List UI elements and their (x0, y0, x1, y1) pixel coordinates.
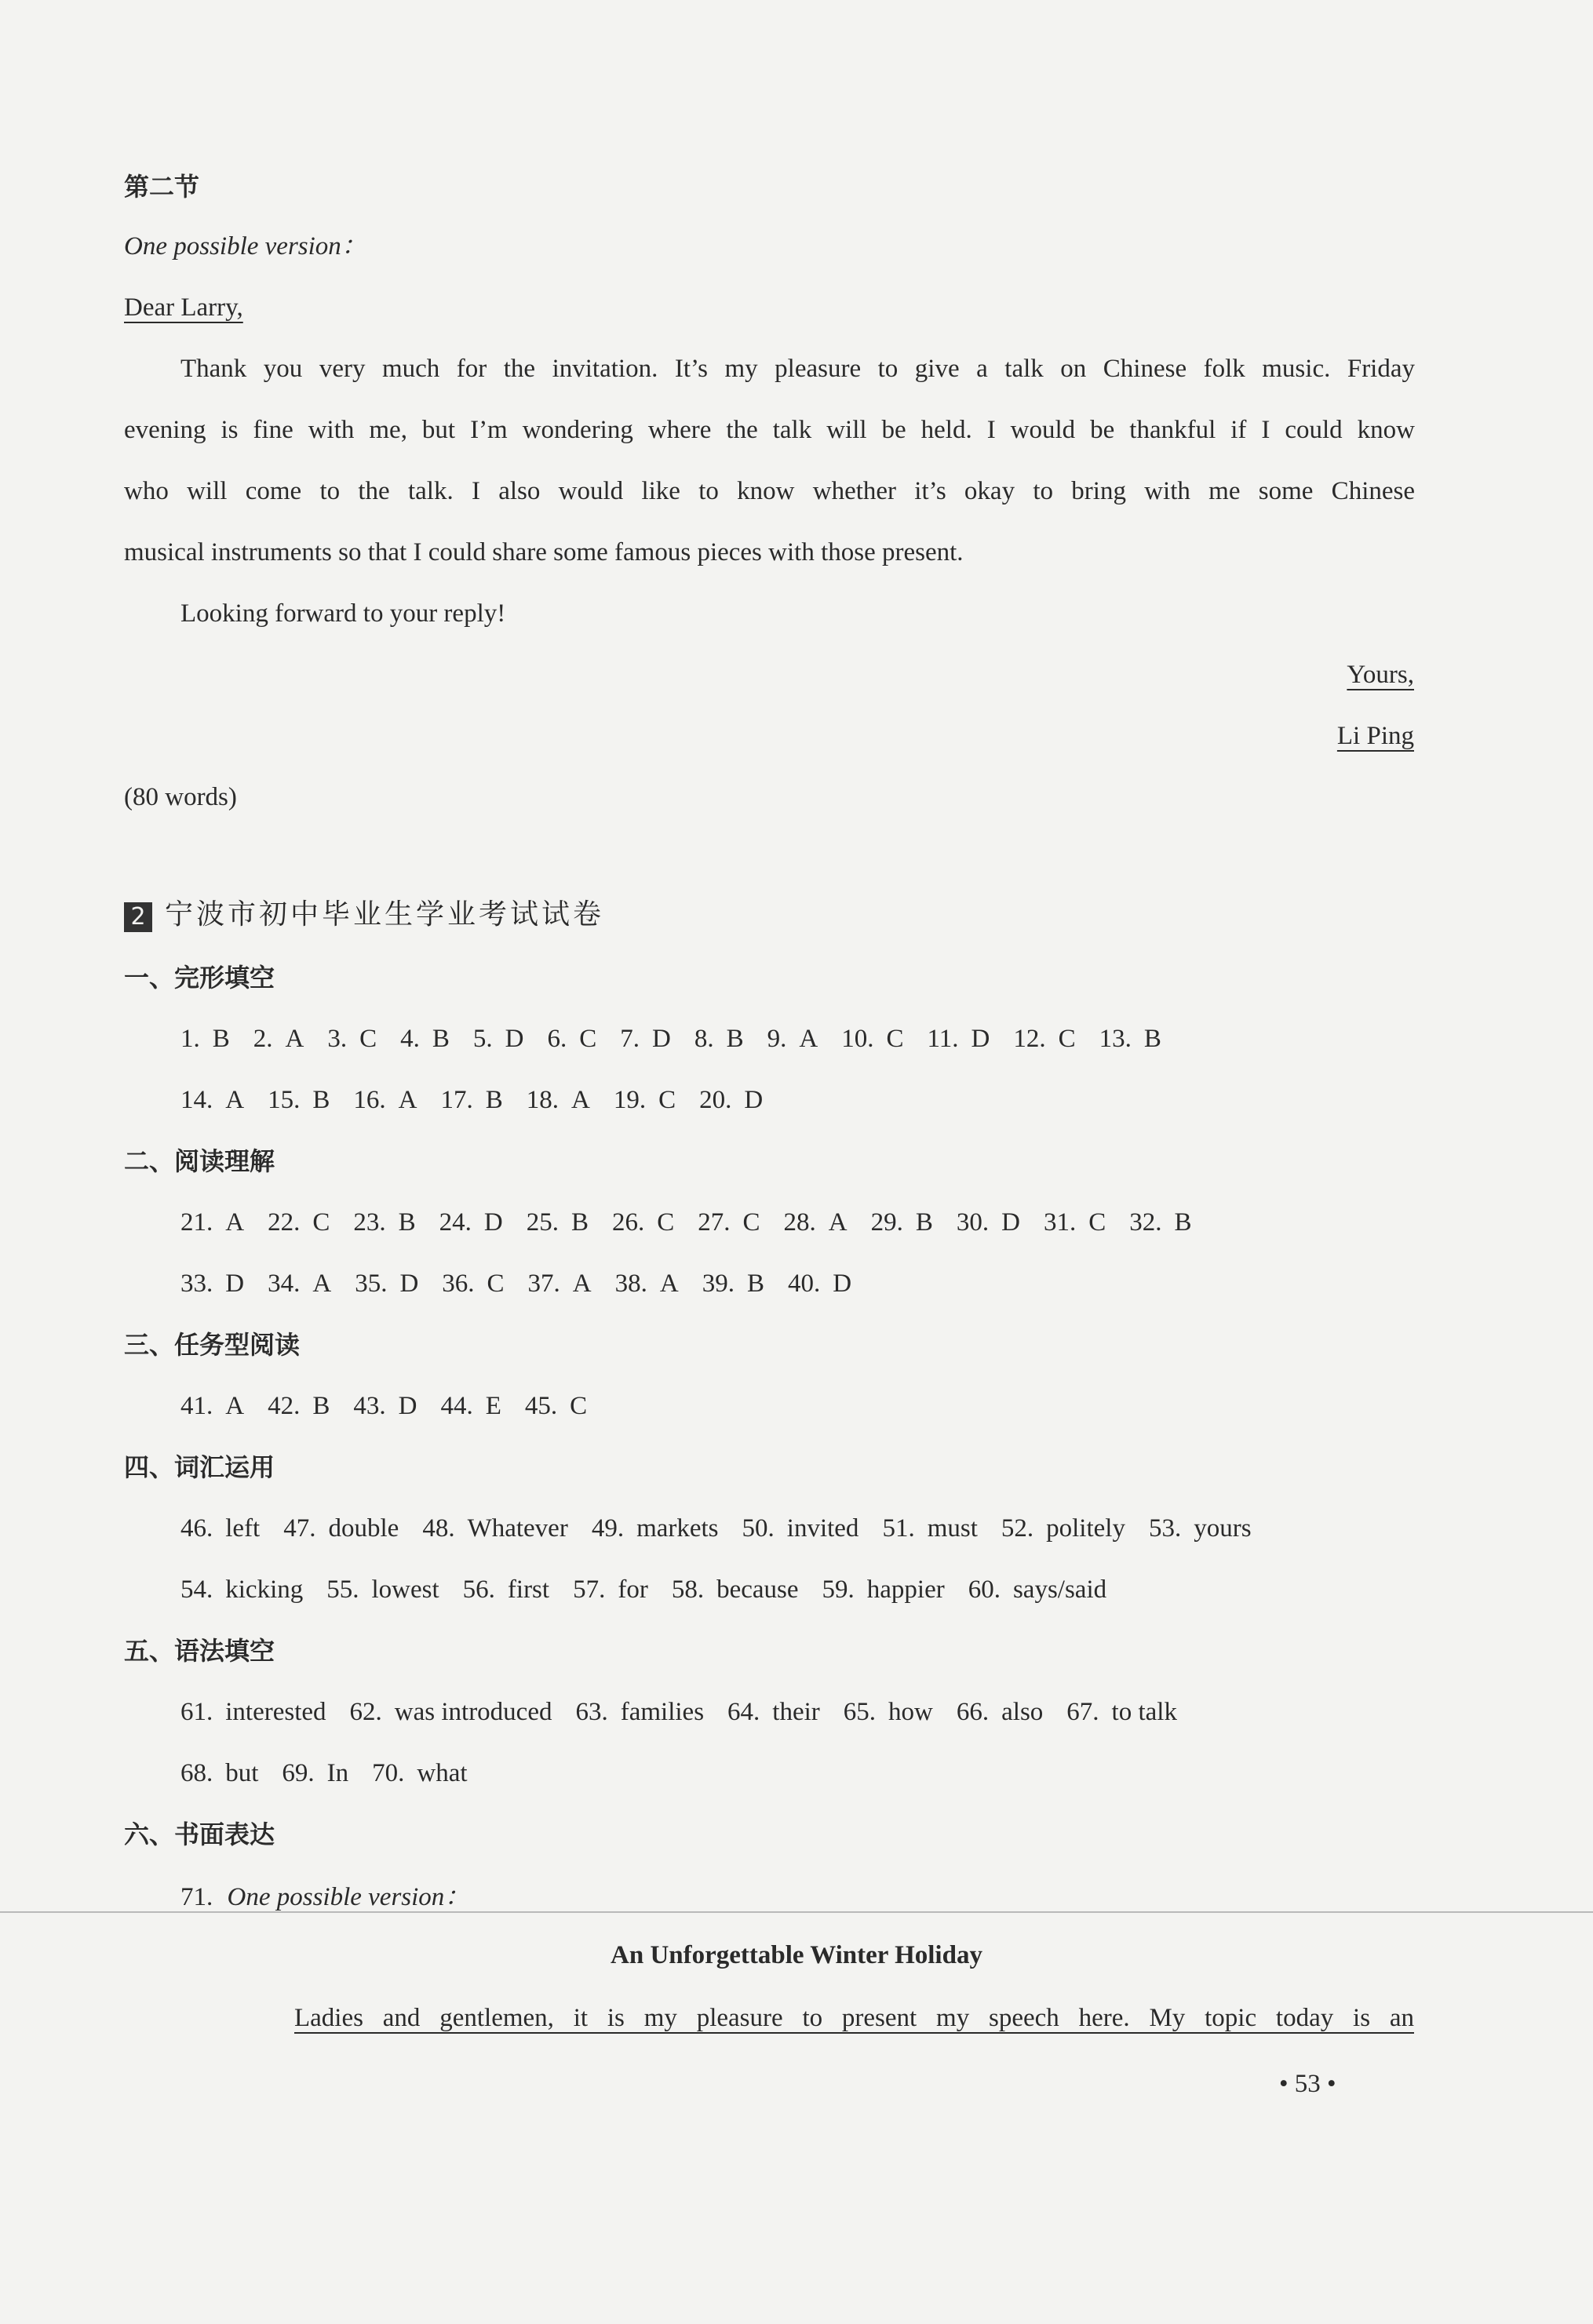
answer-number: 2. (253, 1025, 273, 1053)
answer-number: 40. (788, 1269, 821, 1298)
answer-value: B (485, 1086, 503, 1114)
answer-item (180, 1513, 260, 1544)
answer-item (372, 1758, 467, 1789)
answer-item (253, 1023, 304, 1055)
answer-item (1099, 1023, 1161, 1055)
answer-number: 27. (698, 1208, 731, 1237)
answer-item (527, 1207, 589, 1238)
answer-number: 24. (439, 1208, 472, 1237)
answer-row (180, 1758, 491, 1789)
letter-line: who will come to the talk. I also would like to know whether it’s okay to bring with me some Chinese (124, 477, 1415, 505)
answer-item (672, 1574, 799, 1605)
answer-value: markets (636, 1514, 719, 1543)
answer-number: 34. (268, 1269, 301, 1298)
answer-row (180, 1268, 875, 1299)
answer-value: says/said (1012, 1575, 1107, 1604)
answer-item (353, 1207, 415, 1238)
answer-item (180, 1023, 230, 1055)
answer-item (547, 1023, 596, 1055)
answer-item (1044, 1207, 1106, 1238)
answer-item (528, 1268, 592, 1299)
answer-number: 64. (727, 1698, 760, 1726)
answer-item (699, 1084, 763, 1116)
answer-item (1066, 1696, 1177, 1728)
answer-item (439, 1207, 503, 1238)
answer-item (612, 1207, 674, 1238)
answer-value: double (328, 1514, 399, 1543)
answer-item (957, 1207, 1020, 1238)
answer-number: 48. (422, 1514, 455, 1543)
answer-value: B (432, 1025, 450, 1053)
answer-row (180, 1513, 1275, 1544)
answer-number: 60. (968, 1575, 1001, 1604)
answer-item (440, 1390, 501, 1422)
answer-item (957, 1696, 1043, 1728)
answer-number: 38. (614, 1269, 647, 1298)
answer-item (180, 1268, 244, 1299)
answer-item (400, 1023, 450, 1055)
answer-value: E (485, 1392, 501, 1420)
answer-value: B (312, 1086, 330, 1114)
answer-item (1001, 1513, 1125, 1544)
answer-number: 58. (671, 1575, 705, 1604)
answer-value: because (716, 1575, 799, 1604)
answer-value: In (326, 1759, 349, 1787)
answer-item (968, 1574, 1106, 1605)
answer-number: 65. (843, 1698, 877, 1726)
part-heading: 四、词汇运用 (124, 1452, 275, 1482)
answer-item (620, 1023, 671, 1055)
answer-value: C (312, 1208, 330, 1237)
answer-value: D (399, 1269, 419, 1298)
answer-value: B (398, 1208, 416, 1237)
answer-number: 17. (440, 1086, 473, 1114)
answer-value: C (657, 1208, 675, 1237)
answer-item (525, 1390, 587, 1422)
answer-value: also (1001, 1698, 1044, 1726)
answer-number: 11. (927, 1025, 959, 1053)
answer-value: B (915, 1208, 933, 1237)
answer-number: 67. (1066, 1698, 1099, 1726)
answer-value: D (971, 1025, 990, 1053)
answer-value: C (487, 1269, 505, 1298)
answer-value: B (212, 1025, 230, 1053)
answer-item (927, 1023, 990, 1055)
answer-item (784, 1207, 848, 1238)
answer-row (180, 1207, 1216, 1238)
answer-value: D (505, 1025, 524, 1053)
essay-first-line: Ladies and gentlemen, it is my pleasure to present my speech here. My topic today is an (294, 2004, 1414, 2032)
answer-number: 61. (180, 1698, 213, 1726)
answer-item (327, 1023, 377, 1055)
answer-row (180, 1084, 786, 1116)
answer-item (282, 1758, 348, 1789)
part-heading: 二、阅读理解 (124, 1146, 275, 1176)
answer-value: how (888, 1698, 933, 1726)
answer-number: 56. (462, 1575, 495, 1604)
letter-line: Thank you very much for the invitation. It’s my pleasure to give a talk on Chinese folk music. Friday (180, 355, 1415, 383)
answer-value: B (312, 1392, 330, 1420)
answer-number: 43. (353, 1392, 386, 1420)
answer-number: 13. (1099, 1025, 1132, 1053)
answer-value: D (398, 1392, 417, 1420)
answer-value: B (746, 1269, 764, 1298)
answer-item (350, 1696, 552, 1728)
answer-item (871, 1207, 933, 1238)
answer-number: 39. (702, 1269, 735, 1298)
answer-number: 26. (611, 1208, 645, 1237)
answer-item (268, 1268, 331, 1299)
answer-number: 35. (355, 1269, 388, 1298)
answer-item (614, 1084, 676, 1116)
answer-number: 37. (527, 1269, 560, 1298)
answer-value: D (483, 1208, 503, 1237)
answer-item (742, 1513, 859, 1544)
answer-value: D (744, 1086, 764, 1114)
answer-item (180, 1207, 244, 1238)
essay-title: An Unforgettable Winter Holiday (611, 1941, 982, 1969)
answer-number: 3. (327, 1025, 348, 1053)
answer-item (353, 1390, 417, 1422)
answer-item (442, 1268, 504, 1299)
answer-number: 32. (1129, 1208, 1162, 1237)
q71-line (180, 1881, 470, 1913)
answer-value: D (652, 1025, 671, 1053)
answer-item (727, 1696, 820, 1728)
answer-number: 52. (1001, 1514, 1034, 1543)
answer-number: 66. (956, 1698, 990, 1726)
answer-number: 30. (956, 1208, 990, 1237)
answer-item (592, 1513, 719, 1544)
answer-number: 20. (699, 1086, 732, 1114)
answer-item (1149, 1513, 1252, 1544)
answer-value: A (225, 1086, 245, 1114)
answer-value: B (1174, 1208, 1192, 1237)
answer-item (180, 1390, 244, 1422)
answer-number: 55. (326, 1575, 359, 1604)
answer-item (326, 1574, 439, 1605)
answer-item (180, 1758, 258, 1789)
answer-value: was introduced (394, 1698, 552, 1726)
answer-number: 28. (783, 1208, 816, 1237)
answer-value: their (772, 1698, 820, 1726)
answer-number: 68. (180, 1759, 213, 1787)
answer-item (573, 1574, 648, 1605)
answer-item (463, 1574, 549, 1605)
answer-value: interested (225, 1698, 326, 1726)
answer-number: 14. (180, 1086, 213, 1114)
answer-number: 44. (440, 1392, 473, 1420)
part-heading: 五、语法填空 (124, 1636, 275, 1666)
answer-item (767, 1023, 818, 1055)
answer-item (694, 1023, 744, 1055)
answer-value: A (225, 1392, 245, 1420)
answer-number: 6. (547, 1025, 567, 1053)
answer-row (180, 1390, 611, 1422)
answer-item (844, 1696, 933, 1728)
answer-number: 42. (268, 1392, 301, 1420)
answer-item (353, 1084, 417, 1116)
answer-number: 23. (353, 1208, 386, 1237)
answer-number: 19. (613, 1086, 647, 1114)
answer-number: 33. (180, 1269, 213, 1298)
page-number: • 53 • (1279, 2070, 1336, 2098)
answer-value: invited (786, 1514, 859, 1543)
answer-item (788, 1268, 851, 1299)
answer-value: A (570, 1086, 590, 1114)
answer-value: must (927, 1514, 978, 1543)
answer-number: 49. (591, 1514, 625, 1543)
answer-row (180, 1023, 1185, 1055)
closing-line: Looking forward to your reply! (180, 599, 506, 628)
answer-value: D (225, 1269, 245, 1298)
letter-line: evening is fine with me, but I’m wondering where the talk will be held. I would be thankful if I could know (124, 416, 1415, 444)
divider (0, 1911, 1593, 1913)
answer-value: D (1001, 1208, 1020, 1237)
answer-number: 59. (822, 1575, 855, 1604)
answer-value: C (742, 1208, 760, 1237)
answer-value: to talk (1111, 1698, 1177, 1726)
answer-item (355, 1268, 418, 1299)
exam-number-badge: 2 (124, 902, 152, 932)
q71-version: One possible version： (227, 1883, 471, 1911)
answer-number: 7. (620, 1025, 640, 1053)
answer-value: C (1088, 1208, 1106, 1237)
answer-item (180, 1574, 303, 1605)
answer-value: C (579, 1025, 597, 1053)
answer-item (180, 1696, 326, 1728)
answer-item (473, 1023, 524, 1055)
answer-number: 31. (1043, 1208, 1077, 1237)
answer-value: C (1058, 1025, 1076, 1053)
signature: Li Ping (1336, 722, 1414, 750)
answer-value: A (225, 1208, 245, 1237)
answer-item (615, 1268, 679, 1299)
answer-item (882, 1513, 977, 1544)
answer-value: C (886, 1025, 904, 1053)
answer-number: 8. (694, 1025, 714, 1053)
answer-item (702, 1268, 764, 1299)
answer-number: 47. (283, 1514, 316, 1543)
part-heading: 六、书面表达 (124, 1819, 275, 1849)
answer-value: A (398, 1086, 417, 1114)
answer-value: yours (1194, 1514, 1252, 1543)
answer-item (440, 1084, 502, 1116)
answer-number: 50. (742, 1514, 775, 1543)
answer-number: 22. (268, 1208, 301, 1237)
answer-value: C (570, 1392, 588, 1420)
answer-number: 15. (268, 1086, 301, 1114)
answer-value: D (833, 1269, 852, 1298)
answer-number: 57. (573, 1575, 606, 1604)
salutation: Dear Larry, (124, 293, 243, 322)
answer-item (1013, 1023, 1075, 1055)
answer-number: 18. (526, 1086, 559, 1114)
answer-number: 5. (472, 1025, 493, 1053)
part-heading: 三、任务型阅读 (124, 1330, 301, 1360)
answer-row (180, 1696, 1201, 1728)
answer-value: A (799, 1025, 818, 1053)
answer-value: what (417, 1759, 468, 1787)
answer-item (422, 1513, 568, 1544)
answer-value: B (726, 1025, 744, 1053)
answer-item (698, 1207, 760, 1238)
answer-number: 29. (870, 1208, 903, 1237)
answer-number: 69. (282, 1759, 315, 1787)
answer-value: but (225, 1759, 259, 1787)
answer-number: 46. (180, 1514, 213, 1543)
answer-number: 54. (180, 1575, 213, 1604)
answer-number: 4. (400, 1025, 420, 1053)
answer-item (268, 1084, 330, 1116)
answer-item (575, 1696, 704, 1728)
answer-number: 63. (575, 1698, 608, 1726)
answer-value: happier (866, 1575, 945, 1604)
answer-value: first (507, 1575, 550, 1604)
letter-line: musical instruments so that I could share some famous pieces with those present. (124, 538, 964, 566)
answer-number: 9. (767, 1025, 787, 1053)
answer-value: Whatever (467, 1514, 568, 1543)
answer-value: kicking (225, 1575, 304, 1604)
answer-value: A (312, 1269, 332, 1298)
q71-number: 71. (180, 1883, 213, 1911)
answer-value: A (828, 1208, 848, 1237)
answer-item (180, 1084, 244, 1116)
answer-value: families (620, 1698, 705, 1726)
answer-value: for (618, 1575, 648, 1604)
answer-value: lowest (371, 1575, 439, 1604)
answer-value: A (285, 1025, 304, 1053)
signoff: Yours, (1347, 661, 1414, 689)
answer-value: C (658, 1086, 676, 1114)
answer-value: A (659, 1269, 679, 1298)
exam-title-row (124, 899, 604, 932)
answer-value: B (1143, 1025, 1161, 1053)
answer-number: 1. (180, 1025, 200, 1053)
version-label: One possible version： (124, 232, 367, 260)
answer-number: 25. (526, 1208, 559, 1237)
answer-number: 12. (1013, 1025, 1046, 1053)
part-heading: 一、完形填空 (124, 963, 275, 993)
answer-number: 16. (353, 1086, 386, 1114)
answer-number: 41. (180, 1392, 213, 1420)
exam-title: 宁波市初中毕业生学业考试试卷 (165, 898, 605, 931)
answer-item (283, 1513, 399, 1544)
answer-number: 53. (1148, 1514, 1182, 1543)
answer-item (527, 1084, 590, 1116)
answer-number: 70. (372, 1759, 405, 1787)
answer-item (841, 1023, 903, 1055)
answer-item (268, 1390, 330, 1422)
answer-item (1129, 1207, 1191, 1238)
answer-item (822, 1574, 945, 1605)
answer-row (180, 1574, 1130, 1605)
answer-number: 21. (180, 1208, 213, 1237)
answer-value: A (572, 1269, 592, 1298)
answer-number: 10. (841, 1025, 874, 1053)
answer-value: C (359, 1025, 377, 1053)
answer-item (268, 1207, 330, 1238)
section-heading: 第二节 (124, 172, 200, 202)
answer-value: left (225, 1514, 261, 1543)
answer-value: B (570, 1208, 589, 1237)
answer-number: 51. (882, 1514, 915, 1543)
answer-number: 36. (442, 1269, 475, 1298)
answer-number: 45. (524, 1392, 558, 1420)
answer-number: 62. (349, 1698, 382, 1726)
word-count: (80 words) (124, 783, 237, 811)
answer-value: politely (1046, 1514, 1125, 1543)
